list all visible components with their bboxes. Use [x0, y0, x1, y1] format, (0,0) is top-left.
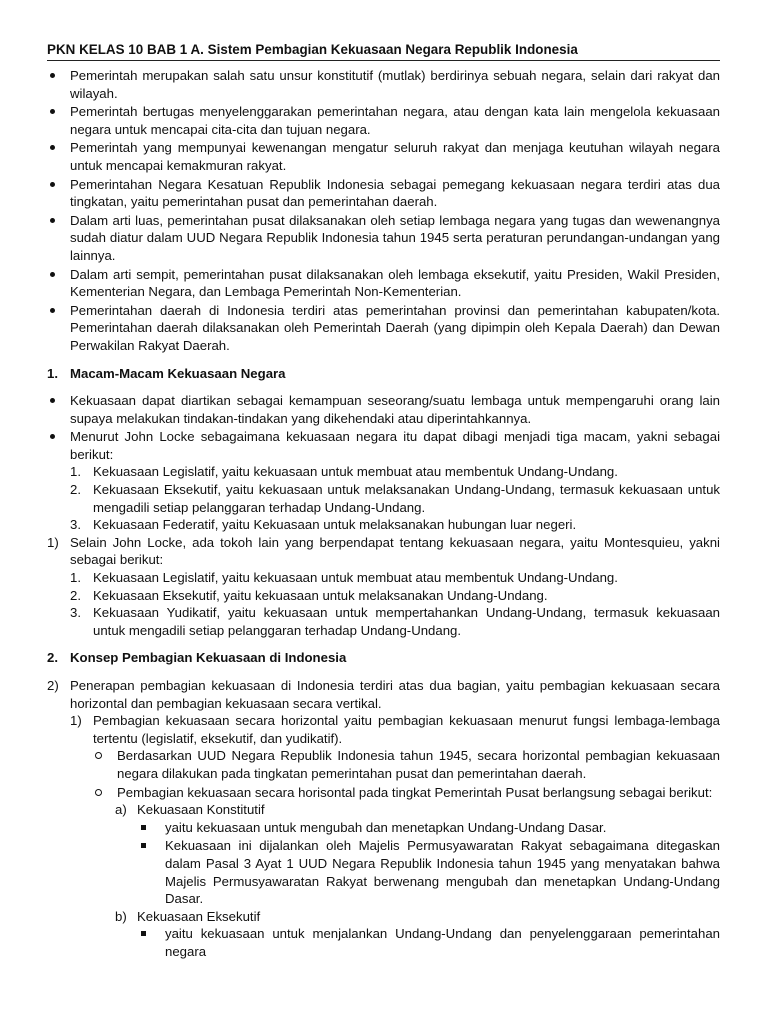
list-item: Pemerintah yang mempunyai kewenangan mengatur seluruh rakyat dan menjaga keutuhan wilayah negara untuk mencapai kemakmuran rakyat. [47, 139, 720, 174]
list-item: Berdasarkan UUD Negara Republik Indonesia tahun 1945, secara horizontal pembagian kekuasaan negara dilakukan pada tingkatan pemerintahan pusat dan pemerintahan daerah. [93, 747, 720, 782]
bullet-marker [47, 302, 70, 355]
section-2-heading: 2. Konsep Pembagian Kekuasaan di Indonesia [47, 650, 347, 666]
bullet-marker [47, 67, 70, 102]
montesquieu-item: 3. Kekuasaan Yudikatif, yaitu kekuasaan untuk mempertahankan Undang-Undang, termasuk kekuasaan untuk mengadili setiap pelanggaran terhadap Undang-Undang. [70, 605, 720, 638]
montesquieu-intro: 1) Selain John Locke, ada tokoh lain yang berpendapat tentang kekuasaan negara, yaitu Montesquieu, yakni sebagai berikut: [47, 534, 720, 568]
horizontal-division-item: 1) Pembagian kekuasaan secara horizontal yaitu pembagian kekuasaan menurut fungsi lembaga-lembaga tertentu (legislatif, eksekutif, dan yudikatif). [70, 713, 720, 746]
montesquieu-item: 1. Kekuasaan Legislatif, yaitu kekuasaan untuk membuat atau membentuk Undang-Undang. [70, 570, 618, 586]
list-item: Pemerintahan Negara Kesatuan Republik Indonesia sebagai pemegang kekuasaan negara terdiri atas dua tingkatan, yaitu pemerintahan pusat dan pemerintahan daerah. [47, 176, 720, 211]
list-item: yaitu kekuasaan untuk menjalankan Undang-Undang dan penyelenggaraan pemerintahan negara [139, 925, 720, 960]
section-1-heading: 1. Macam-Macam Kekuasaan Negara [47, 365, 286, 381]
list-item: Menurut John Locke sebagaimana kekuasaan negara itu dapat dibagi menjadi tiga macam, yakni sebagai berikut: [47, 428, 720, 463]
list-item: Dalam arti sempit, pemerintahan pusat dilaksanakan oleh lembaga eksekutif, yaitu Presiden, Wakil Presiden, Kementerian Negara, dan Lembaga Pemerintah Non-Kementerian. [47, 266, 720, 301]
sub-heading-b: b) Kekuasaan Eksekutif [115, 908, 261, 924]
square-bullet-marker [139, 925, 165, 960]
bullet-marker [47, 103, 70, 138]
sub-heading-a: a) Kekuasaan Konstitutif [115, 802, 265, 818]
bullet-marker [47, 139, 70, 174]
locke-item: 1. Kekuasaan Legislatif, yaitu kekuasaan untuk membuat atau membentuk Undang-Undang. [70, 464, 618, 480]
intro-bullet-list [47, 67, 720, 355]
circle-bullet-marker [93, 747, 117, 782]
document-body [47, 67, 720, 961]
square-bullet-marker [139, 837, 165, 907]
section-2-paragraph: 2) Penerapan pembagian kekuasaan di Indonesia terdiri atas dua bagian, yaitu pembagian kekuasaan secara horizontal dan pembagian kekuasaan secara vertikal. [47, 678, 720, 711]
locke-item: 3. Kekuasaan Federatif, yaitu Kekuasaan untuk melaksanakan hubungan luar negeri. [70, 517, 577, 533]
page-header: PKN KELAS 10 BAB 1 A. Sistem Pembagian Kekuasaan Negara Republik Indonesia [47, 42, 720, 61]
bullet-marker [47, 176, 70, 211]
list-item: Pembagian kekuasaan secara horisontal pada tingkat Pemerintah Pusat berlangsung sebagai berikut: [93, 784, 720, 802]
list-item: Pemerintah bertugas menyelenggarakan pemerintahan negara, atau dengan kata lain mengelola kekuasaan negara untuk mencapai cita-cita dan tujuan negara. [47, 103, 720, 138]
list-item: Pemerintah merupakan salah satu unsur konstitutif (mutlak) berdirinya sebuah negara, selain dari rakyat dan wilayah. [47, 67, 720, 102]
list-item: Dalam arti luas, pemerintahan pusat dilaksanakan oleh setiap lembaga negara yang tugas dan wewenangnya sudah diatur dalam UUD Negara Republik Indonesia tahun 1945 serta peraturan perundangan-undangan yang lainnya. [47, 212, 720, 265]
bullet-marker [47, 266, 70, 301]
bullet-marker [47, 392, 70, 427]
bullet-marker [47, 212, 70, 265]
list-item: Kekuasaan dapat diartikan sebagai kemampuan seseorang/suatu lembaga untuk mempengaruhi orang lain supaya melakukan tindakan-tindakan yang dikehendaki atau diperintahkannya. [47, 392, 720, 427]
list-item: Kekuasaan ini dijalankan oleh Majelis Permusyawaratan Rakyat sebagaimana ditegaskan dalam Pasal 3 Ayat 1 UUD Negara Republik Indonesia tahun 1945 yang menyatakan bahwa Majelis Permusyawaratan Rakyat berwenang mengubah dan menetapkan Undang-Undang Dasar. [139, 837, 720, 907]
list-item: Pemerintahan daerah di Indonesia terdiri atas pemerintahan provinsi dan pemerintahan kabupaten/kota. Pemerintahan daerah dilaksanakan oleh Pemerintah Daerah (yang dipimpin oleh Kepala Daerah) dan Dewan Perwakilan Rakyat Daerah. [47, 302, 720, 355]
circle-bullet-marker [93, 784, 117, 802]
locke-item: 2. Kekuasaan Eksekutif, yaitu kekuasaan untuk melaksanakan Undang-Undang, termasuk kekuasaan untuk mengadili setiap pelanggaran terhadap Undang-Undang. [70, 482, 720, 515]
list-item: yaitu kekuasaan untuk mengubah dan menetapkan Undang-Undang Dasar. [139, 819, 720, 838]
bullet-marker [47, 428, 70, 463]
montesquieu-item: 2. Kekuasaan Eksekutif, yaitu kekuasaan untuk melaksanakan Undang-Undang. [70, 587, 548, 603]
square-bullet-marker [139, 819, 165, 838]
